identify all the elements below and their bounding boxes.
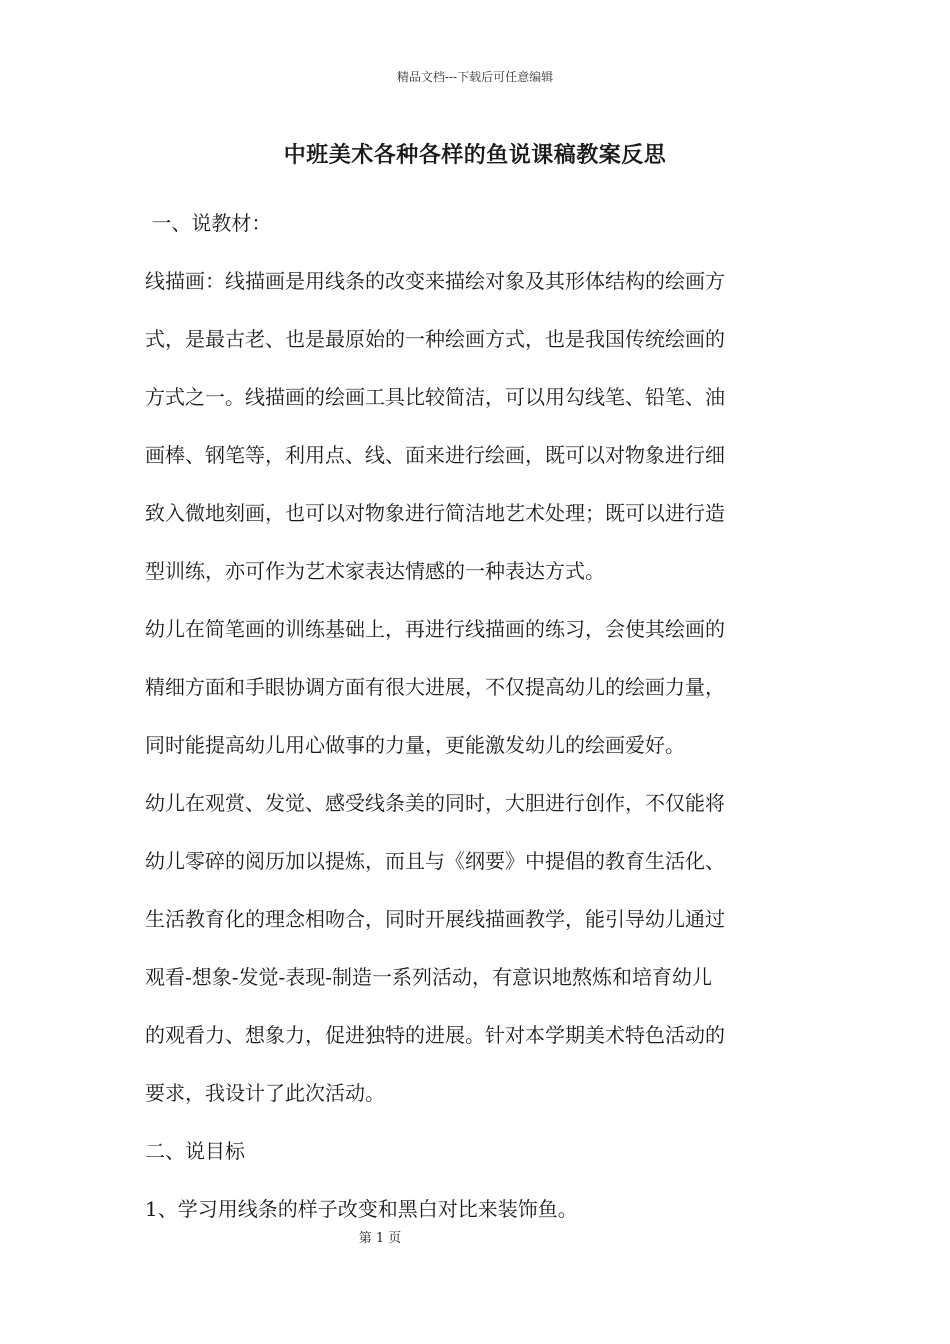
paragraph-line: 要求，我设计了此次活动。: [145, 1081, 385, 1105]
paragraph-line: 致入微地刻画，也可以对物象进行简洁地艺术处理；既可以进行造: [145, 501, 725, 525]
paragraph-line: 幼儿在简笔画的训练基础上，再进行线描画的练习，会使其绘画的: [145, 617, 725, 641]
page-title: 中班美术各种各样的鱼说课稿教案反思: [283, 142, 667, 168]
paragraph-line: 型训练，亦可作为艺术家表达情感的一种表达方式。: [145, 559, 605, 583]
paragraph-line: 的观看力、想象力，促进独特的进展。针对本学期美术特色活动的: [145, 1023, 725, 1047]
goal-item-1: 1、学习用线条的样子改变和黑白对比来装饰鱼。: [145, 1197, 578, 1221]
paragraph-line: 同时能提高幼儿用心做事的力量，更能激发幼儿的绘画爱好。: [145, 733, 685, 757]
paragraph-line: 方式之一。线描画的绘画工具比较简洁，可以用勾线笔、铅笔、油: [145, 385, 725, 409]
paragraph-line: 生活教育化的理念相吻合，同时开展线描画教学，能引导幼儿通过: [145, 907, 725, 931]
paragraph-line: 线描画：线描画是用线条的改变来描绘对象及其形体结构的绘画方: [145, 269, 725, 293]
section-heading-2: 二、说目标: [145, 1139, 245, 1163]
page-number: 第 1 页: [358, 1231, 402, 1246]
section-heading-1: 一、说教材：: [145, 211, 272, 235]
paragraph-line: 画棒、钢笔等，利用点、线、面来进行绘画，既可以对物象进行细: [145, 443, 725, 467]
paragraph-line: 精细方面和手眼协调方面有很大进展，不仅提高幼儿的绘画力量，: [145, 675, 725, 699]
paragraph-line: 观看-想象-发觉-表现-制造一系列活动，有意识地熬炼和培育幼儿: [145, 965, 713, 989]
paragraph-line: 幼儿零碎的阅历加以提炼，而且与《纲要》中提倡的教育生活化、: [145, 849, 725, 873]
document-body: [145, 194, 815, 1238]
paragraph-line: 式，是最古老、也是最原始的一种绘画方式，也是我国传统绘画的: [145, 327, 725, 351]
paragraph-line: 幼儿在观赏、发觉、感受线条美的同时，大胆进行创作，不仅能将: [145, 791, 725, 815]
header-note: 精品文档---下载后可任意编辑: [396, 70, 554, 84]
